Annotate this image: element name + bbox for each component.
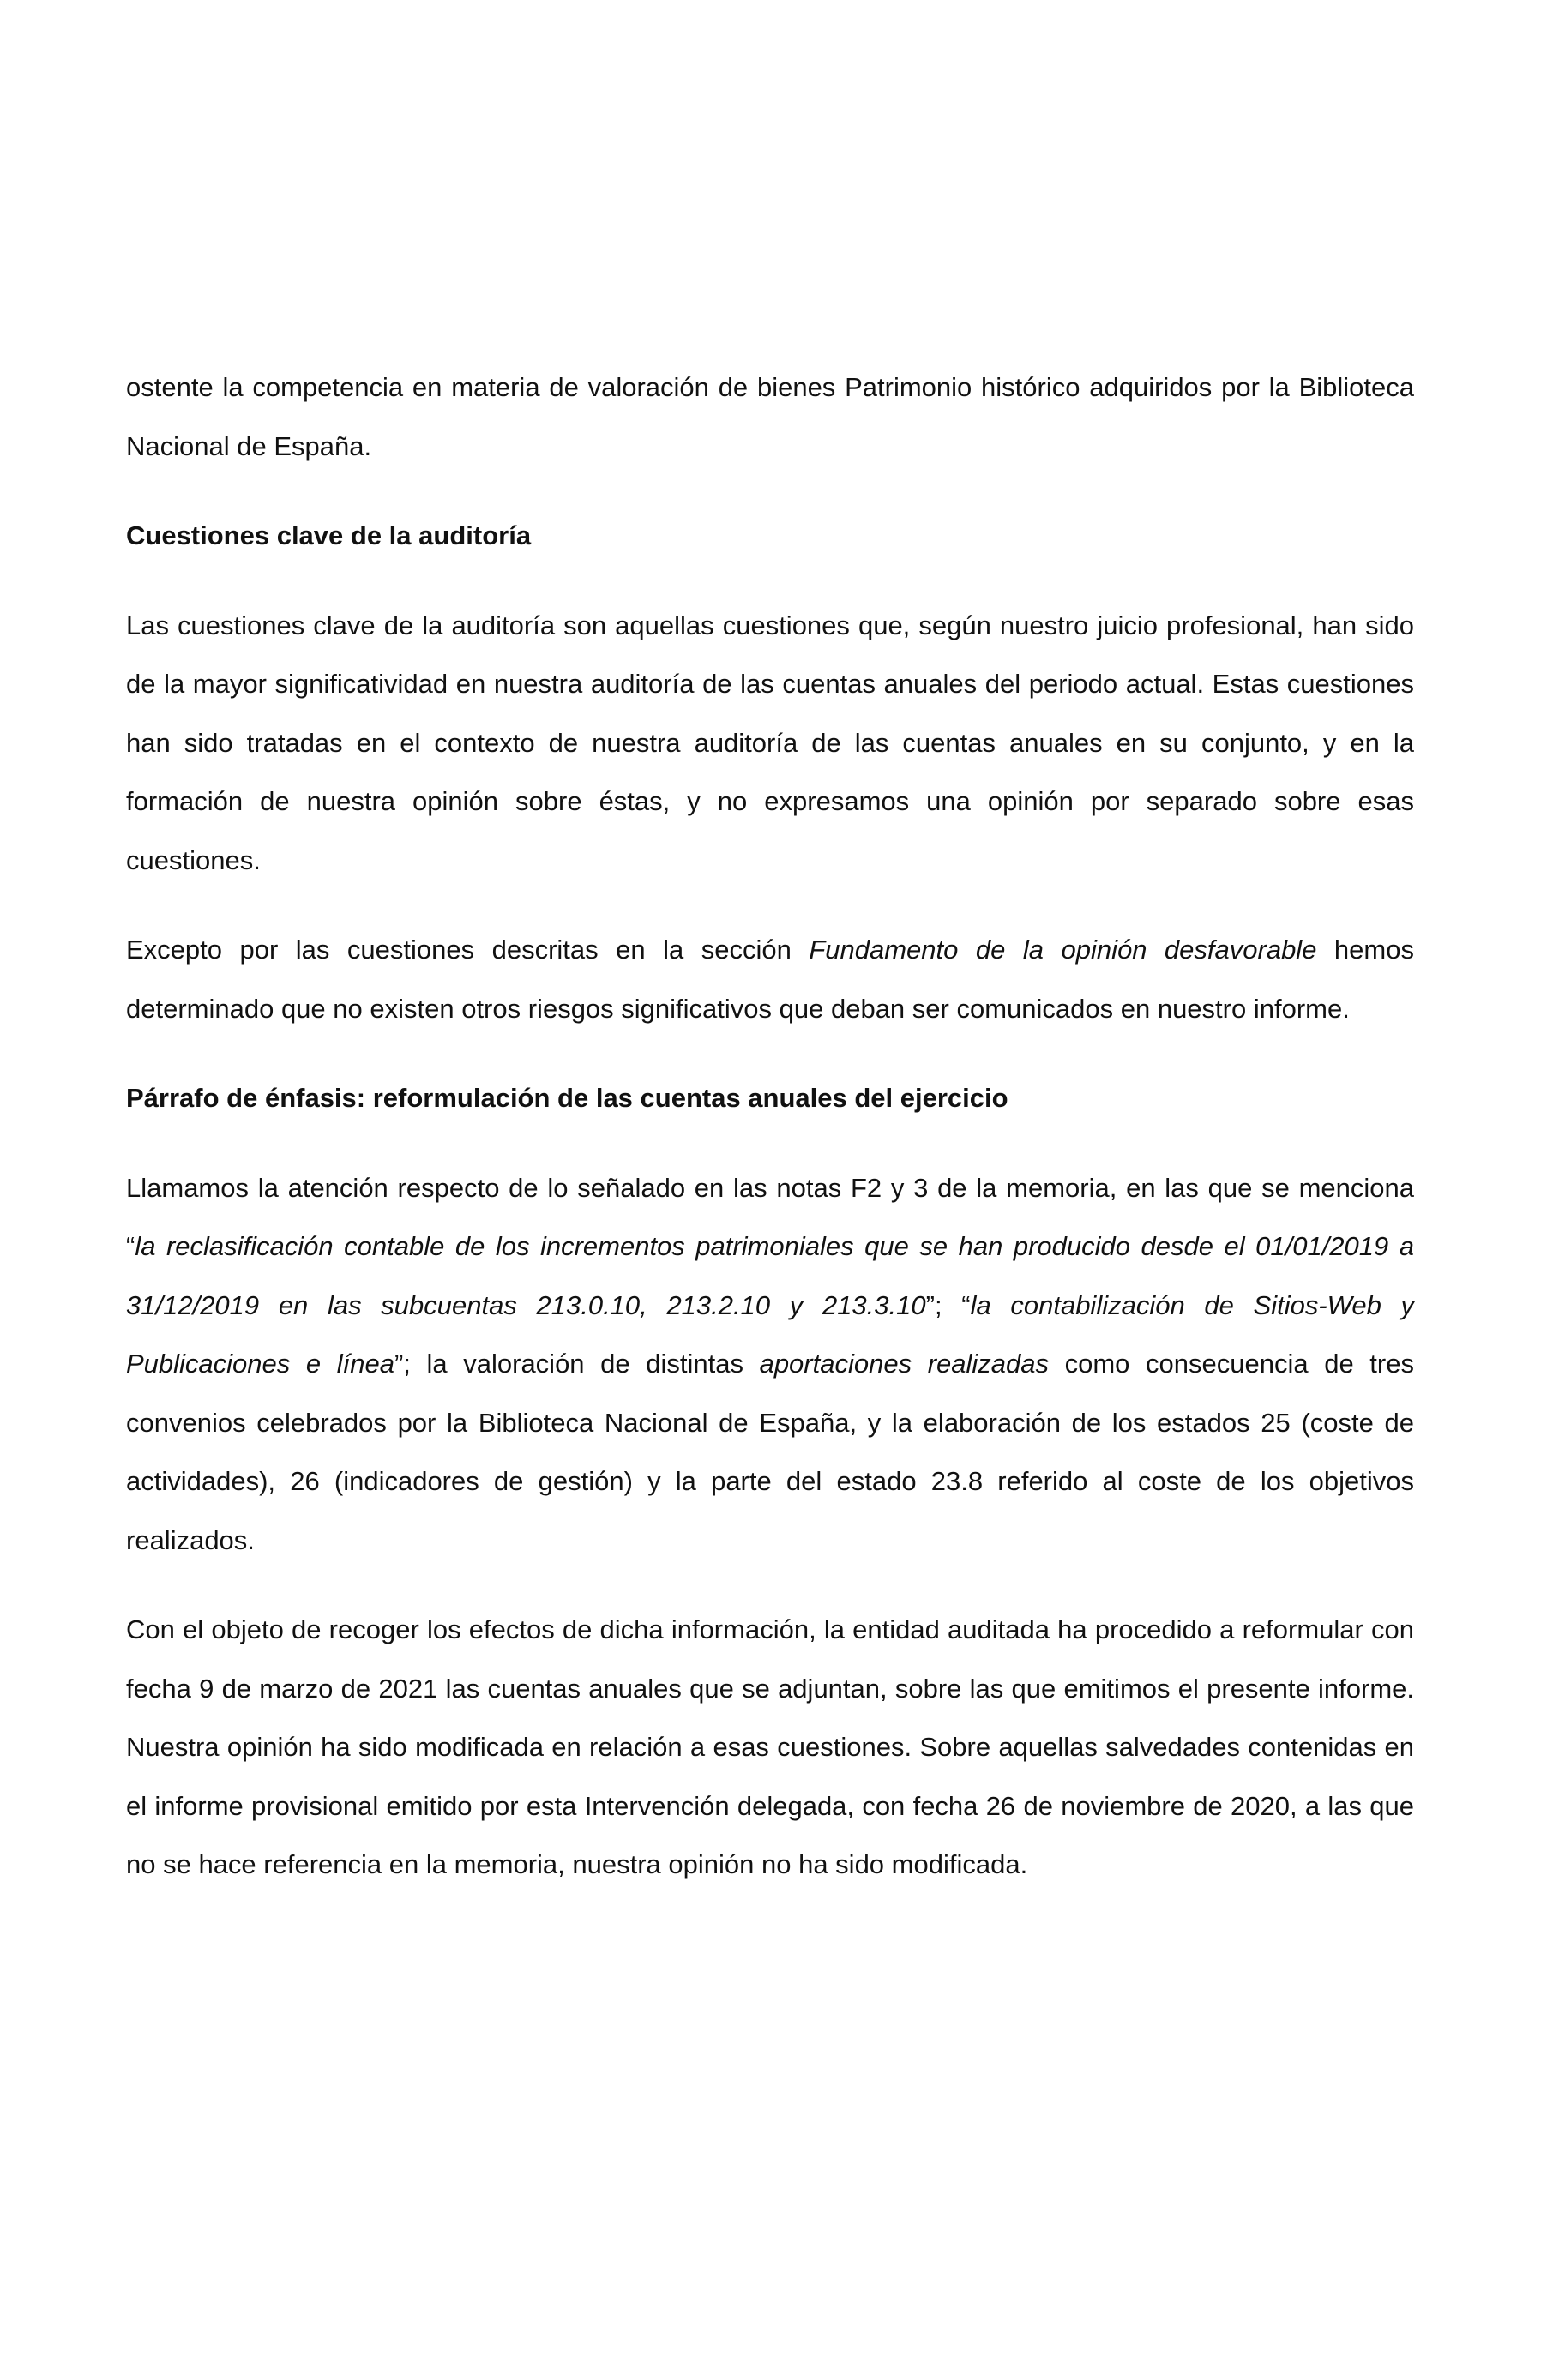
italic-contabilizacion: la contabilización de Sitios-Web y Publicaciones e línea — [126, 1289, 1415, 1379]
document-body — [126, 358, 1414, 1895]
italic-reclasificacion: la reclasificación contable de los incrementos patrimoniales que se han producido desde el 01/01/2019 a 31/12/2019 en las subcuentas 213.0.10, 213.2.10 y 213.3.10 — [126, 1231, 1414, 1320]
heading-parrafo-enfasis: Párrafo de énfasis: reformulación de las cuentas anuales del ejercicio — [126, 1083, 1008, 1113]
paragraph-llamamos: Llamamos la atención respecto de lo señalado en las notas F2 y 3 de la memoria, en las que se menciona “la reclasificación contable de los incrementos patrimoniales que se han producido desde el 01/01/2019 a 31/12/2019 en las subcuentas 213.0.10, 213.2.10 y 213.3.10”; “la contabilización de Sitios-Web y Publicaciones e línea”; la valoración de distintas aportaciones realizadas como consecuencia de tres convenios celebrados por la Biblioteca Nacional de España, y la elaboración de los estados 25 (coste de actividades), 26 (indicadores de gestión) y la parte del estado 23.8 referido al coste de los objetivos realizados. — [126, 1172, 1415, 1555]
italic-fundamento: Fundamento de la opinión desfavorable — [809, 935, 1317, 965]
paragraph-reformulacion: Con el objeto de recoger los efectos de dicha información, la entidad auditada ha procedido a reformular con fecha 9 de marzo de 2021 las cuentas anuales que se adjuntan, sobre las que emitimos el presente informe. Nuestra opinión ha sido modificada en relación a esas cuestiones. Sobre aquellas salvedades contenidas en el informe provisional emitido por esta Intervención delegada, con fecha 26 de noviembre de 2020, a las que no se hace referencia en la memoria, nuestra opinión no ha sido modificada. — [126, 1614, 1414, 1879]
italic-aportaciones: aportaciones realizadas — [759, 1349, 1049, 1379]
paragraph-cuestiones-clave: Las cuestiones clave de la auditoría son aquellas cuestiones que, según nuestro juicio profesional, han sido de la mayor significatividad en nuestra auditoría de las cuentas anuales del periodo actual. Estas cuestiones han sido tratadas en el contexto de nuestra auditoría de las cuentas anuales en su conjunto, y en la formación de nuestra opinión sobre éstas, y no expresamos una opinión por separado sobre esas cuestiones. — [126, 610, 1414, 875]
paragraph-valoracion: ostente la competencia en materia de valoración de bienes Patrimonio histórico adquiridos por la Biblioteca Nacional de España. — [126, 372, 1414, 461]
heading-cuestiones-clave: Cuestiones clave de la auditoría — [126, 520, 532, 550]
paragraph-excepto: Excepto por las cuestiones descritas en la sección Fundamento de la opinión desfavorable hemos determinado que no existen otros riesgos significativos que deban ser comunicados en nuestro informe. — [126, 935, 1414, 1024]
